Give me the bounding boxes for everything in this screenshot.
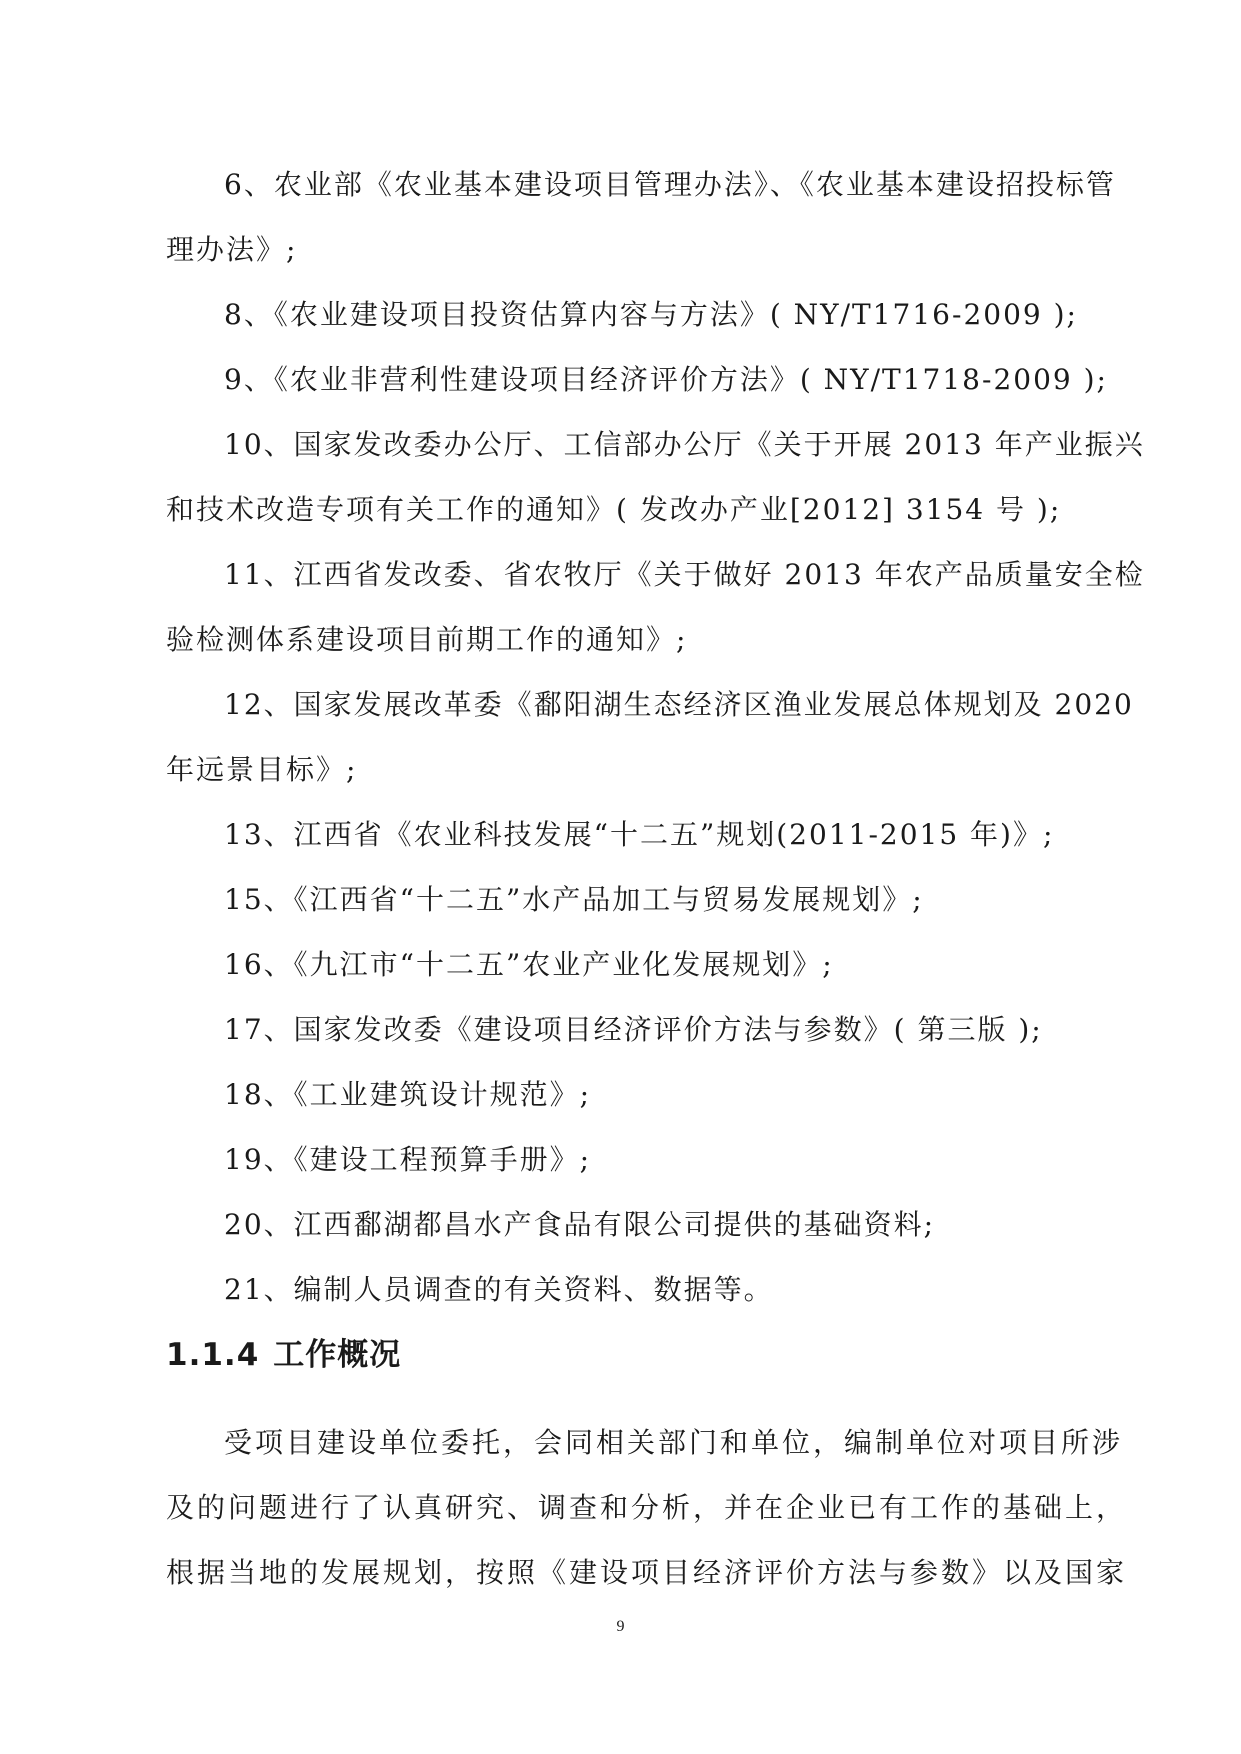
reference-item-10: 10、国家发改委办公厅、工信部办公厅《关于开展 2013 年产业振兴 — [224, 428, 1145, 461]
reference-item-10-continuation: 和技术改造专项有关工作的通知》( 发改办产业[2012] 3154 号 ); — [166, 493, 1062, 526]
reference-item-17: 17、国家发改委《建设项目经济评价方法与参数》( 第三版 ); — [224, 1013, 1043, 1046]
section-heading — [166, 1330, 1076, 1380]
reference-item-20: 20、江西鄱湖都昌水产食品有限公司提供的基础资料; — [224, 1208, 936, 1241]
section-title: 工作概况 — [273, 1337, 402, 1373]
reference-item-9: 9、《农业非营利性建设项目经济评价方法》( NY/T1718-2009 ); — [224, 363, 1108, 396]
reference-item-12: 12、国家发展改革委《鄱阳湖生态经济区渔业发展总体规划及 2020 — [224, 688, 1134, 721]
reference-item-21: 21、编制人员调查的有关资料、数据等。 — [224, 1273, 774, 1306]
page-content — [166, 152, 1145, 1605]
reference-item-16: 16、《九江市“十二五”农业产业化发展规划》; — [224, 948, 834, 981]
reference-item-8: 8、《农业建设项目投资估算内容与方法》( NY/T1716-2009 ); — [224, 298, 1078, 331]
reference-item-12-continuation: 年远景目标》; — [166, 753, 358, 786]
reference-item-11-continuation: 验检测体系建设项目前期工作的通知》; — [166, 623, 688, 656]
page-number: 9 — [616, 1618, 625, 1635]
reference-item-19: 19、《建设工程预算手册》; — [224, 1143, 592, 1176]
reference-item-11: 11、江西省发改委、省农牧厅《关于做好 2013 年农产品质量安全检 — [224, 558, 1145, 591]
reference-item-6-continuation: 理办法》; — [166, 233, 298, 266]
reference-item-15: 15、《江西省“十二五”水产品加工与贸易发展规划》; — [224, 883, 924, 916]
section-number: 1.1.4 — [166, 1337, 260, 1373]
reference-item-18: 18、《工业建筑设计规范》; — [224, 1078, 592, 1111]
reference-item-13: 13、江西省《农业科技发展“十二五”规划(2011-2015 年)》; — [224, 818, 1055, 851]
paragraph-line-3: 根据当地的发展规划，按照《建设项目经济评价方法与参数》以及国家 — [166, 1556, 1128, 1589]
paragraph-line-1: 受项目建设单位委托，会同相关部门和单位，编制单位对项目所涉 — [224, 1426, 1124, 1459]
reference-item-6: 6、农业部《农业基本建设项目管理办法》、《农业基本建设招投标管 — [224, 168, 1116, 201]
paragraph-line-2: 及的问题进行了认真研究、调查和分析，并在企业已有工作的基础上， — [166, 1491, 1128, 1524]
